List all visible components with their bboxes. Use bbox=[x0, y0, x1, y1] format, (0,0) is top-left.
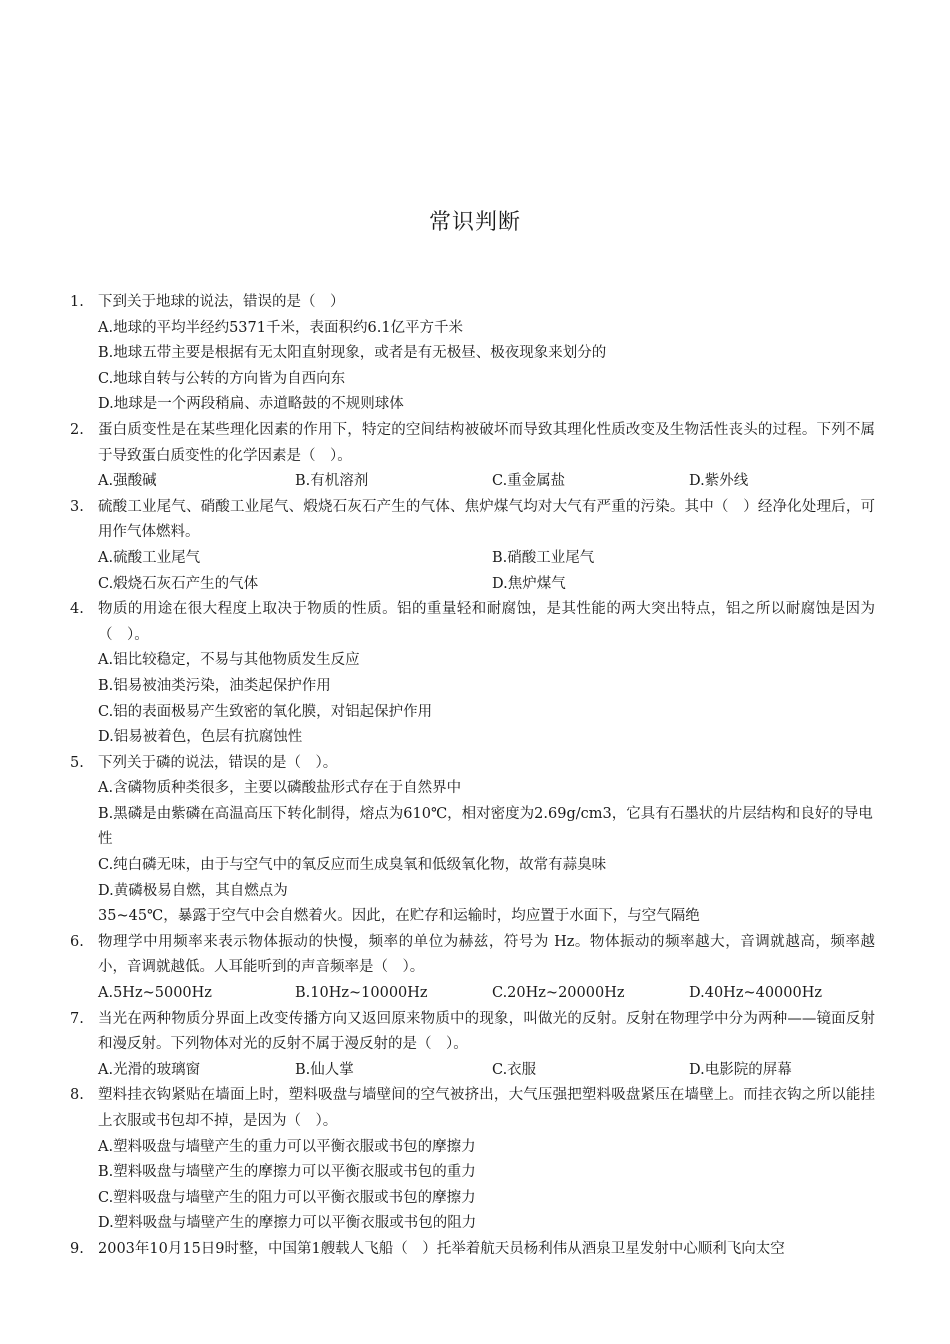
answer-option: A.5Hz~5000Hz bbox=[98, 985, 212, 1002]
question-6 bbox=[70, 930, 875, 1007]
question-number: 6. bbox=[70, 933, 84, 950]
answer-option: C.煅烧石灰石产生的气体 bbox=[98, 575, 259, 592]
answer-option: D.铝易被着色，色层有抗腐蚀性 bbox=[98, 729, 303, 746]
answer-option: A.光滑的玻璃窗 bbox=[98, 1061, 201, 1078]
answer-option: C.衣服 bbox=[492, 1061, 537, 1078]
option-group bbox=[98, 1058, 875, 1084]
answer-option: A.含磷物质种类很多，主要以磷酸盐形式存在于自然界中 bbox=[98, 780, 462, 797]
answer-option: C.重金属盐 bbox=[492, 473, 566, 490]
question-7 bbox=[70, 1007, 875, 1084]
option-group bbox=[98, 981, 875, 1007]
option-group bbox=[98, 648, 875, 750]
question-9 bbox=[70, 1237, 875, 1263]
answer-option: B.10Hz~10000Hz bbox=[295, 985, 428, 1002]
question-number: 3. bbox=[70, 498, 84, 515]
answer-option: D.地球是一个两段稍扁、赤道略鼓的不规则球体 bbox=[98, 396, 404, 413]
question-list bbox=[70, 290, 875, 1263]
question-number: 2. bbox=[70, 421, 84, 438]
question-stem: 硫酸工业尾气、硝酸工业尾气、煅烧石灰石产生的气体、焦炉煤气均对大气有严重的污染。其中（ ）经净化处理后，可用作气体燃料。 bbox=[98, 498, 875, 541]
question-stem: 当光在两种物质分界面上改变传播方向又返回原来物质中的现象，叫做光的反射。反射在物理学中分为两种——镜面反射和漫反射。下列物体对光的反射不属于漫反射的是（ ）。 bbox=[98, 1010, 875, 1053]
answer-option: A.硫酸工业尾气 bbox=[98, 549, 201, 566]
option-group bbox=[98, 776, 875, 930]
answer-option: D.紫外线 bbox=[689, 473, 749, 490]
answer-option: D.40Hz~40000Hz bbox=[689, 985, 823, 1002]
option-group bbox=[98, 546, 875, 597]
answer-option: A.塑料吸盘与墙壁产生的重力可以平衡衣服或书包的摩擦力 bbox=[98, 1138, 476, 1155]
question-2 bbox=[70, 418, 875, 495]
answer-option: D.焦炉煤气 bbox=[492, 575, 566, 592]
answer-option: C.20Hz~20000Hz bbox=[492, 985, 625, 1002]
answer-option: B.硝酸工业尾气 bbox=[492, 549, 595, 566]
option-group bbox=[98, 469, 875, 495]
answer-option: A.强酸碱 bbox=[98, 473, 157, 490]
answer-option: B.地球五带主要是根据有无太阳直射现象，或者是有无极昼、极夜现象来划分的 bbox=[98, 345, 607, 362]
question-1 bbox=[70, 290, 875, 418]
question-stem: 2003年10月15日9时整，中国第1艘载人飞船（ ）托举着航天员杨利伟从酒泉卫星发射中心顺利飞向太空 bbox=[98, 1240, 785, 1257]
answer-option: C.塑料吸盘与墙壁产生的阻力可以平衡衣服或书包的摩擦力 bbox=[98, 1189, 476, 1206]
question-number: 7. bbox=[70, 1010, 84, 1027]
question-stem: 塑料挂衣钩紧贴在墙面上时，塑料吸盘与墙壁间的空气被挤出，大气压强把塑料吸盘紧压在墙壁上。而挂衣钩之所以能挂上衣服或书包却不掉，是因为（ ）。 bbox=[98, 1087, 875, 1129]
question-stem: 物质的用途在很大程度上取决于物质的性质。铝的重量轻和耐腐蚀，是其性能的两大突出特点，铝之所以耐腐蚀是因为（ ）。 bbox=[98, 601, 875, 643]
answer-option: B.有机溶剂 bbox=[295, 473, 369, 490]
question-number: 9. bbox=[70, 1240, 84, 1257]
option-group bbox=[98, 1135, 875, 1237]
answer-option: 35~45℃，暴露于空气中会自燃着火。因此，在贮存和运输时，均应置于水面下，与空气隔绝 bbox=[98, 908, 700, 925]
question-3 bbox=[70, 495, 875, 597]
answer-option: C.铝的表面极易产生致密的氧化膜，对铝起保护作用 bbox=[98, 703, 433, 720]
question-number: 8. bbox=[70, 1087, 84, 1104]
answer-option: D.塑料吸盘与墙壁产生的摩擦力可以平衡衣服或书包的阻力 bbox=[98, 1215, 477, 1232]
question-number: 1. bbox=[70, 294, 84, 310]
question-4 bbox=[70, 597, 875, 751]
question-number: 5. bbox=[70, 754, 84, 771]
answer-option: C.地球自转与公转的方向皆为自西向东 bbox=[98, 370, 346, 387]
question-stem: 物理学中用频率来表示物体振动的快慢，频率的单位为赫兹，符号为 Hz。物体振动的频率越大，音调就越高，频率越小，音调就越低。人耳能听到的声音频率是（ ）。 bbox=[98, 933, 875, 976]
question-stem: 蛋白质变性是在某些理化因素的作用下，特定的空间结构被破坏而导致其理化性质改变及生物活性丧头的过程。下列不属于导致蛋白质变性的化学因素是（ ）。 bbox=[98, 421, 875, 464]
page-title: 常识判断 bbox=[428, 210, 521, 235]
answer-option: A.地球的平均半经约5371千米，表面积约6.1亿平方千米 bbox=[98, 319, 464, 336]
answer-option: A.铝比较稳定，不易与其他物质发生反应 bbox=[98, 652, 360, 669]
answer-option: B.黑磷是由紫磷在高温高压下转化制得，熔点为610℃，相对密度为2.69g/cm3，它具有石墨状的片层结构和良好的导电性 bbox=[98, 805, 873, 848]
question-8 bbox=[70, 1083, 875, 1237]
answer-option: D.黄磷极易自燃，其自燃点为 bbox=[98, 882, 288, 899]
question-stem: 下列关于磷的说法，错误的是（ ）。 bbox=[98, 754, 338, 771]
option-group bbox=[98, 316, 875, 418]
answer-option: B.铝易被油类污染，油类起保护作用 bbox=[98, 677, 331, 694]
question-number: 4. bbox=[70, 601, 84, 618]
question-5 bbox=[70, 751, 875, 930]
answer-option: B.塑料吸盘与墙壁产生的摩擦力可以平衡衣服或书包的重力 bbox=[98, 1164, 476, 1181]
answer-option: B.仙人掌 bbox=[295, 1061, 354, 1078]
answer-option: D.电影院的屏幕 bbox=[689, 1061, 792, 1078]
answer-option: C.纯白磷无味，由于与空气中的氧反应而生成臭氧和低级氧化物，故常有蒜臭味 bbox=[98, 857, 607, 874]
question-stem: 下到关于地球的说法，错误的是（ ） bbox=[98, 294, 345, 310]
